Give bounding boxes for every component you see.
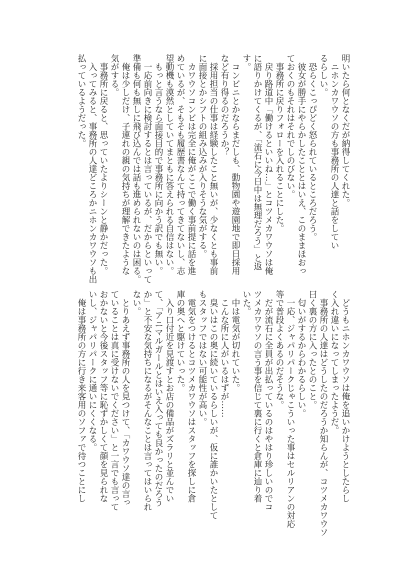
text-column: に語りかけてくるが、「流石に今日中は無理だろう」と返: [252, 54, 262, 271]
text-column: こんな所に人がいるはずが……: [219, 290, 229, 418]
text-column: 採用担当の仕事は経験したこと無いが、少なくとも事前: [208, 54, 218, 275]
text-column: 電気をつけるとコツメカワウソはスタッフを探しに倉: [186, 290, 196, 503]
text-column: 一応、ジャパリパークじゃこういった事はセルリアンの対応: [285, 290, 295, 528]
text-column: 恐らくこっぴどく怒られているところだろう。: [307, 54, 317, 241]
text-column: カワウソコンビは完全に俺がここで働く事前提に話を進: [186, 54, 196, 275]
text-column: コンビニとかならまだしも、動物園や遊園地で即日採用: [230, 54, 240, 275]
text-column: 匂いがするからわかるらしい。: [296, 290, 306, 418]
text-column: 庫の奥へと駆けていった。: [175, 290, 185, 392]
text-column: に面接とかシフトの組み込みが入りそうな気がする。: [197, 54, 207, 258]
text-column: 気がする。: [109, 54, 119, 97]
text-column: など有り得るのだろうか？: [219, 54, 229, 156]
text-column: 等で普段よくあるのだそうな。: [274, 290, 284, 409]
text-column: 事務所の人達はどうしたのだろうか知らんが、コツメカワウソ: [318, 290, 328, 537]
text-column: 俺は事務所の方に行き来客用のソファで待つことにし: [76, 290, 86, 503]
text-column: ツメカワウソの言う事を信じて裏に行くと倉庫に辿り着: [252, 290, 262, 503]
text-column: だが流石に全員が出払っているのはやはり珍しいのでコ: [263, 290, 273, 511]
text-column: 準備も何も無しに飛び込んでは話も進められないのは困る。: [131, 54, 141, 284]
text-column: どうもニホンカワウソは俺を追いかけようとしたらし: [340, 290, 350, 503]
text-column: て、「アニマルガールとはいえ入っても良かったのだろう: [153, 290, 163, 507]
text-column: もスタッフではない可能性が高い。: [197, 290, 207, 426]
text-column: す。: [241, 54, 251, 71]
text-column: ない。: [131, 290, 141, 316]
text-column: るらしい。: [318, 54, 328, 97]
text-column: 一応前向きに検討するとは言っているが、だからといって: [142, 54, 152, 284]
text-column: ニホンカワウソの方も事務所の人達と話をしてい: [329, 54, 339, 250]
text-column: ていることは真に受けないでください」と一言でも言って: [109, 290, 119, 511]
text-column: ておくのもそれはそれでしのびない。: [285, 54, 295, 199]
text-tier-bottom: [72, 290, 350, 552]
text-column: おかないと今後スタッフ等に恥ずかしくて顔を見られな: [98, 290, 108, 503]
text-column: 入ってみると、事務所の人達どころかニホンカワウソも出: [87, 54, 97, 284]
text-column: 彼女が勝手にやらかしたこととはいえ、このままほおっ: [296, 54, 306, 275]
text-column: 明いたら何となくだが納得してくれた。: [340, 54, 350, 207]
text-column: 入り口付近を見渡すとお店の備品がズラリと並んでい: [164, 290, 174, 503]
text-column: く入れ違いになってしまったようだ。: [329, 290, 339, 435]
text-column: か」と不安な気持ちになるがそんなことは言ってはいられ: [142, 290, 152, 511]
text-column: 戻り路道中「働けるといいね…」とコツメカワウソは俺: [263, 54, 273, 275]
text-column: いた。: [241, 290, 251, 316]
text-column: 臭いはこの奥に続いているらしいが、仮に誰かいたとして: [208, 290, 218, 520]
text-column: とりあえず事務所の人を見つけて、「カワウソ達の言っ: [120, 290, 130, 507]
text-column: 望動機も漠然としていてまともに答えられる自信はない。: [164, 54, 174, 275]
text-column: いし、ジャパリパークに通いにくくなる。: [87, 290, 97, 452]
text-column: めているが、そもそも履歴書なんて持ってきてないし、志: [175, 54, 185, 275]
text-column: 事務所に戻ると、思っていたよりシーンと静かだった。: [98, 54, 108, 275]
text-column: もっと言うなら面接目的で事務所に向かう訳でも無い。: [153, 54, 163, 275]
text-column: 事務所に戻りフォローを入れることにした。: [274, 54, 284, 233]
text-tier-top: [72, 54, 350, 286]
text-column: 中は電気が切れていた。: [230, 290, 240, 392]
text-column: 曰く裏の方に入ったとのこと。: [307, 290, 317, 409]
text-column: 払っているようだった。: [76, 54, 86, 148]
text-column: 俺は少しだけ、子連れの親の気持ちが理解できたような: [120, 54, 130, 275]
